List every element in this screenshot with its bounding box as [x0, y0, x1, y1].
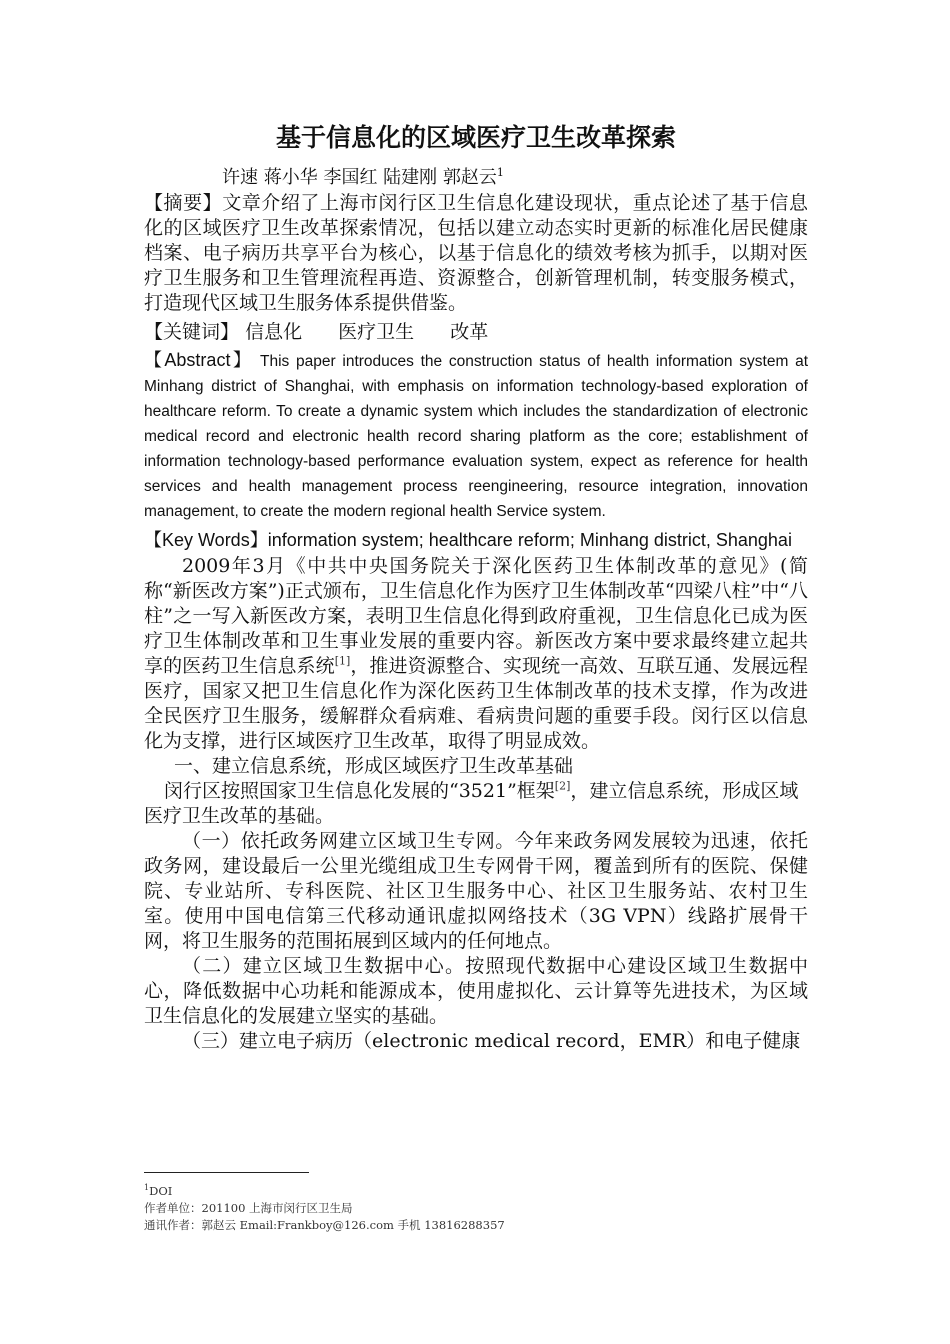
footnotes: [144, 1172, 808, 1234]
keywords-cn: [144, 318, 808, 346]
keywords-en: [144, 528, 808, 552]
abstract-en-label: 【Abstract】: [144, 350, 254, 370]
footnote-1: [144, 1179, 808, 1200]
abstract-cn-label: 【摘要】: [144, 192, 223, 214]
footnote-1-text: DOI: [149, 1183, 173, 1198]
citation-ref-2[interactable]: [2]: [554, 779, 571, 793]
keywords-cn-label: 【关键词】: [144, 321, 240, 343]
body-paragraph-2: [144, 779, 808, 829]
keyword-item: 改革: [450, 321, 489, 343]
body-paragraph-2-text-b: ，建立信息系统，形成区域医疗卫生改革的基础。: [144, 780, 799, 827]
body-paragraph-1-text-b: ，推进资源整合、实现统一高效、互联互通、发展远程医疗，国家又把卫生信息化作为深化医药卫生体制改革的技术支撑，作为改进全民医疗卫生服务，缓解群众看病难、看病贵问题的重要手段。闵行区以信息化为支撑，进行区域医疗卫生改革，取得了明显成效。: [144, 655, 808, 752]
body-paragraph-5: （三）建立电子病历（electronic medical record，EMR）和电子健康: [182, 1030, 801, 1052]
body-paragraph-1-text-a: 2009年3月《中共中央国务院关于深化医药卫生体制改革的意见》(简称“新医改方案”)正式颁布，卫生信息化作为医疗卫生体制改革“四梁八柱”中“八柱”之一写入新医改方案，表明卫生信息化得到政府重视，卫生信息化已成为医疗卫生体制改革和卫生事业发展的重要内容。新医改方案中要求最终建立起共享的医药卫生信息系统: [144, 555, 808, 677]
abstract-cn: [144, 191, 808, 316]
abstract-en-text: This paper introduces the construction status of health information system at Minhang district of Shanghai, with emphasis on information technology-based exploration of healthcare reform. To create a dynamic system which includes the standardization of electronic medical record and electronic health record sharing platform as the core; establishment of information technology-based performance evaluation system, expect as reference for health services and health management process reengineering, resource integration, innovation management, to create the modern regional health Service system.: [144, 353, 808, 520]
footnote-contact: 通讯作者：郭赵云 Email:Frankboy@126.com 手机 13816288357: [144, 1217, 505, 1232]
body-paragraph-2-text-a: 闵行区按照国家卫生信息化发展的“3521”框架: [164, 780, 555, 802]
keywords-en-text: information system; healthcare reform; Minhang district, Shanghai: [267, 530, 792, 550]
body-paragraph-1: [144, 554, 808, 754]
footnote-1-mark: 1: [144, 1183, 150, 1192]
article-title: 基于信息化的区域医疗卫生改革探索: [275, 123, 676, 152]
abstract-cn-text: 文章介绍了上海市闵行区卫生信息化建设现状，重点论述了基于信息化的区域医疗卫生改革探索情况，包括以建立动态实时更新的标准化居民健康档案、电子病历共享平台为核心，以基于信息化的绩效考核为抓手，以期对医疗卫生服务和卫生管理流程再造、资源整合，创新管理机制，转变服务模式，打造现代区域卫生服务体系提供借鉴。: [144, 192, 808, 314]
keyword-item: 医疗卫生: [338, 321, 415, 343]
section-heading-1: 一、建立信息系统，形成区域医疗卫生改革基础: [174, 755, 574, 777]
keywords-en-label: 【Key Words】: [144, 530, 268, 550]
author-footnote-mark: 1: [496, 166, 504, 179]
body-paragraph-4: （二）建立区域卫生数据中心。按照现代数据中心建设区域卫生数据中心，降低数据中心功耗和能源成本，使用虚拟化、云计算等先进技术，为区域卫生信息化的发展建立坚实的基础。: [144, 955, 808, 1027]
body-paragraph-3: （一）依托政务网建立区域卫生专网。今年来政务网发展较为迅速，依托政务网，建设最后一公里光缆组成卫生专网骨干网，覆盖到所有的医院、保健院、专业站所、专科医院、社区卫生服务中心、社区卫生服务站、农村卫生室。使用中国电信第三代移动通讯虚拟网络技术（3G VPN）线路扩展骨干网，将卫生服务的范围拓展到区域内的任何地点。: [144, 830, 808, 952]
article-body: [144, 118, 808, 1054]
keyword-item: 信息化: [245, 321, 303, 343]
author-names: 许速 蒋小华 李国红 陆建刚 郭赵云: [222, 167, 497, 188]
footnote-affiliation: 作者单位：201100 上海市闵行区卫生局: [144, 1200, 353, 1215]
citation-ref-1[interactable]: [1]: [334, 654, 351, 668]
author-list: [144, 160, 808, 191]
abstract-en: [144, 348, 808, 524]
footnote-divider: [144, 1172, 309, 1173]
